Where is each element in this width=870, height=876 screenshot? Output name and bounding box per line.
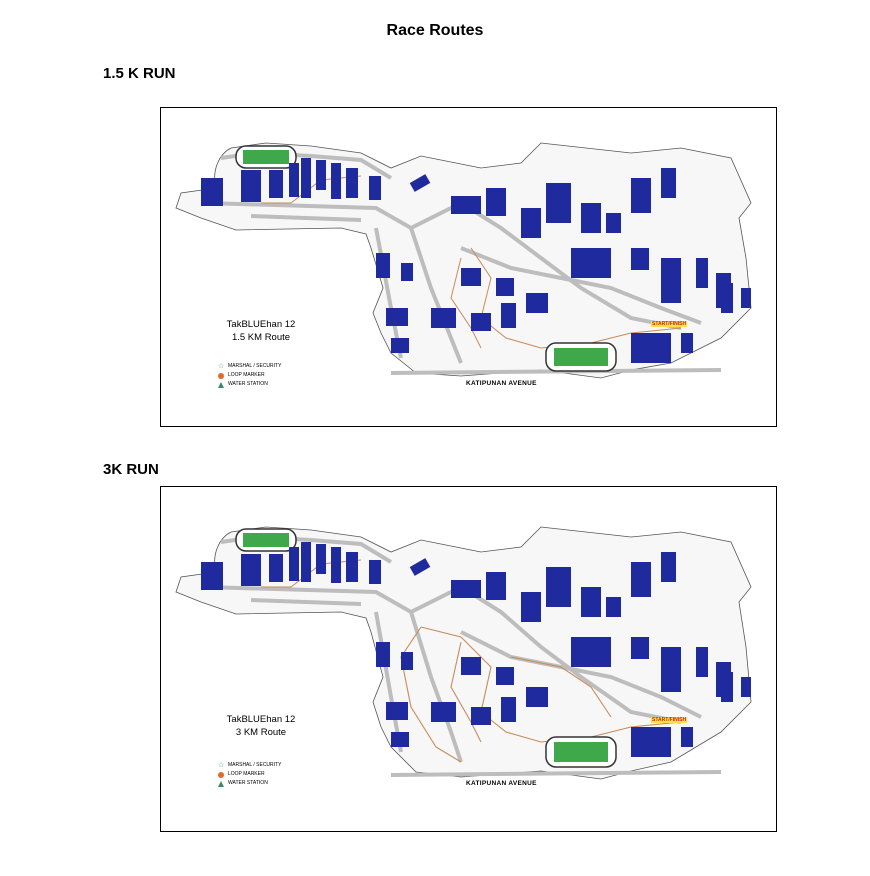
legend-marshal: MARSHAL / SECURITY [228,363,282,369]
star-icon: ☆ [218,761,225,769]
section-heading-1-5k: 1.5 K RUN [103,65,176,82]
legend-water-station: WATER STATION [228,780,268,786]
legend-water-station: WATER STATION [228,381,268,387]
route-name: 3 KM Route [235,727,287,738]
loop-marker-icon [218,373,224,379]
legend-loop-marker: LOOP MARKER [228,372,265,378]
section-heading-3k: 3K RUN [103,461,159,478]
legend-loop-marker: LOOP MARKER [228,771,265,777]
star-icon: ☆ [218,362,225,370]
legend-marshal: MARSHAL / SECURITY [228,762,282,768]
water-station-icon [218,382,224,388]
map-1-5k-route [160,107,777,427]
start-finish-label: START/FINISH [652,717,687,723]
route-name: 1.5 KM Route [231,332,291,343]
map-3k-route [160,486,777,832]
page-title: Race Routes [386,22,484,39]
event-name: TakBLUEhan 12 [226,319,296,330]
road-label: KATIPUNAN AVENUE [466,380,537,387]
event-name: TakBLUEhan 12 [226,714,296,725]
route-caption [211,713,311,739]
loop-marker-icon [218,772,224,778]
map-legend [218,761,281,788]
route-caption [211,318,311,344]
map-legend [218,362,281,389]
water-station-icon [218,781,224,787]
start-finish-label: START/FINISH [652,321,687,327]
road-label: KATIPUNAN AVENUE [466,780,537,787]
